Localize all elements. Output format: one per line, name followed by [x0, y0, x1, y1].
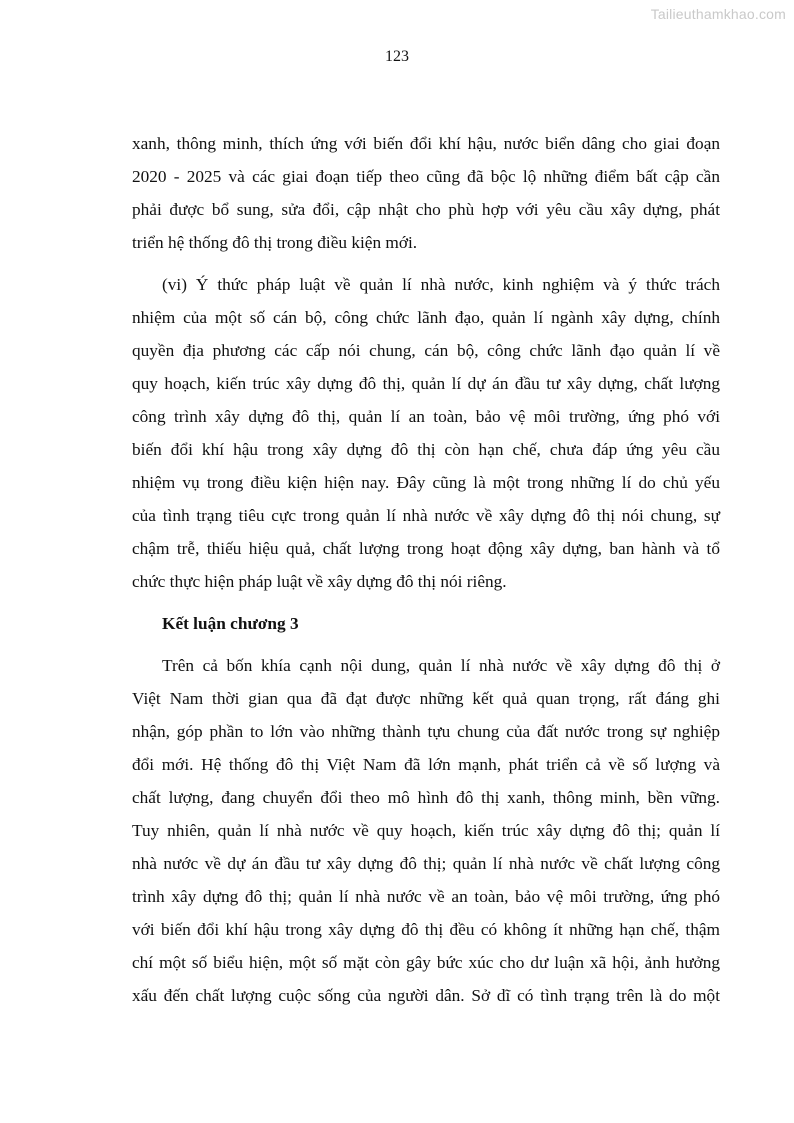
text-line: biến đổi khí hậu trong xây dựng đô thị còn hạn chế, chưa đáp ứng yêu cầu	[132, 440, 720, 459]
text-line: chí một số biểu hiện, một số mặt còn gây bức xúc cho dư luận xã hội, ảnh hưởng	[132, 953, 720, 972]
text-line: nhà nước về dự án đầu tư xây dựng đô thị; quản lí nhà nước về chất lượng công	[132, 854, 720, 873]
text-line: quyền địa phương các cấp nói chung, cán bộ, công chức lãnh đạo quản lí về	[132, 341, 720, 360]
text-line: của tình trạng tiêu cực trong quản lí nhà nước về xây dựng đô thị nói chung, sự	[132, 506, 720, 525]
text-line: nhiệm của một số cán bộ, công chức lãnh đạo, quản lí ngành xây dựng, chính	[132, 308, 720, 327]
text-line: xanh, thông minh, thích ứng với biến đổi khí hậu, nước biển dâng cho giai đoạn	[132, 134, 720, 153]
paragraph-continuation	[132, 127, 720, 259]
text-line: đổi mới. Hệ thống đô thị Việt Nam đã lớn mạnh, phát triển cả về số lượng và	[132, 755, 720, 774]
text-line: triển hệ thống đô thị trong điều kiện mới.	[132, 233, 418, 252]
text-line: chất lượng, đang chuyển đổi theo mô hình đô thị xanh, thông minh, bền vững.	[132, 788, 720, 807]
text-line: xấu đến chất lượng cuộc sống của người dân. Sở dĩ có tình trạng trên là do một	[132, 986, 720, 1005]
section-heading: Kết luận chương 3	[162, 614, 299, 633]
paragraph-conclusion	[132, 649, 720, 1012]
text-line: quy hoạch, kiến trúc xây dựng đô thị, quản lí dự án đầu tư xây dựng, chất lượng	[132, 374, 720, 393]
text-line: 2020 - 2025 và các giai đoạn tiếp theo cũng đã bộc lộ những điểm bất cập cần	[132, 167, 720, 186]
text-line: với biến đổi khí hậu trong xây dựng đô thị đều có không ít những hạn chế, thậm	[132, 920, 720, 939]
document-body	[132, 127, 720, 1021]
text-line: chức thực hiện pháp luật về xây dựng đô thị nói riêng.	[132, 572, 507, 591]
text-line: trình xây dựng đô thị; quản lí nhà nước về an toàn, bảo vệ môi trường, ứng phó	[132, 887, 720, 906]
paragraph-vi	[132, 268, 720, 598]
text-line: chậm trễ, thiếu hiệu quả, chất lượng trong hoạt động xây dựng, ban hành và tổ	[132, 539, 720, 558]
text-line: Trên cả bốn khía cạnh nội dung, quản lí nhà nước về xây dựng đô thị ở	[162, 656, 720, 675]
text-line: nhiệm vụ trong điều kiện hiện nay. Đây cũng là một trong những lí do chủ yếu	[132, 473, 720, 492]
page-number: 123	[385, 48, 409, 65]
text-line: công trình xây dựng đô thị, quản lí an toàn, bảo vệ môi trường, ứng phó với	[132, 407, 720, 426]
text-line: phải được bổ sung, sửa đổi, cập nhật cho phù hợp với yêu cầu xây dựng, phát	[132, 200, 720, 219]
text-line: (vi) Ý thức pháp luật về quản lí nhà nước, kinh nghiệm và ý thức trách	[162, 275, 720, 294]
text-line: nhận, góp phần to lớn vào những thành tựu chung của đất nước trong sự nghiệp	[132, 722, 720, 741]
text-line: Việt Nam thời gian qua đã đạt được những kết quả quan trọng, rất đáng ghi	[132, 689, 720, 708]
text-line: Tuy nhiên, quản lí nhà nước về quy hoạch, kiến trúc xây dựng đô thị; quản lí	[132, 821, 720, 840]
watermark: Tailieuthamkhao.com	[650, 6, 786, 22]
